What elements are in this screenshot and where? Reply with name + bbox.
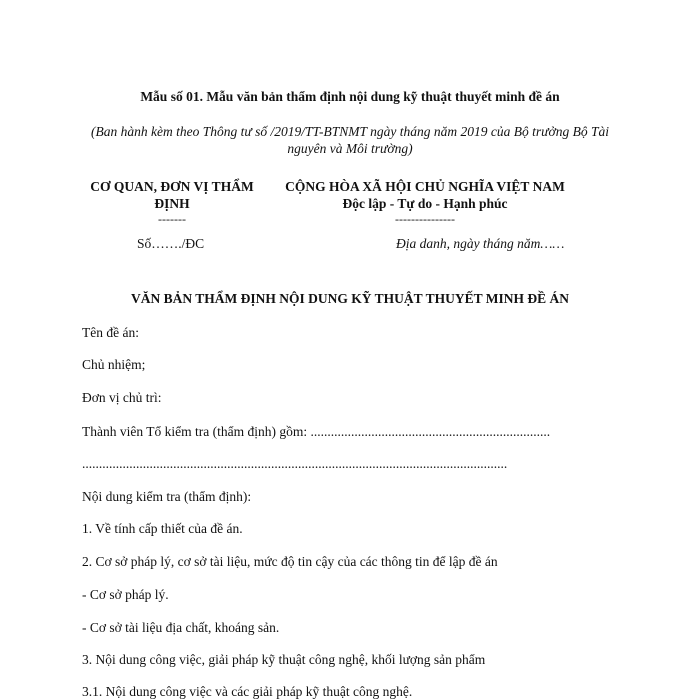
document-number: Số……./ĐC xyxy=(137,236,205,251)
body-line: Nội dung kiểm tra (thẩm định): xyxy=(82,489,252,504)
body-line: 3.1. Nội dung công việc và các giải pháp kỹ thuật công nghệ. xyxy=(82,684,413,699)
agency-separator: ------- xyxy=(158,212,186,226)
motto-separator: --------------- xyxy=(395,212,455,226)
body-line: - Cơ sở pháp lý. xyxy=(82,587,169,602)
body-line: - Cơ sở tài liệu địa chất, khoáng sản. xyxy=(82,620,280,635)
motto: Độc lập - Tự do - Hạnh phúc xyxy=(342,196,508,211)
body-line: Tên đề án: xyxy=(82,325,139,340)
body-line: 1. Về tính cấp thiết của đề án. xyxy=(82,521,243,536)
nation-header xyxy=(270,178,580,212)
nation-name: CỘNG HÒA XÃ HỘI CHỦ NGHĨA VIỆT NAM xyxy=(285,179,565,194)
body-line: 2. Cơ sở pháp lý, cơ sở tài liệu, mức độ tin cậy của các thông tin để lập đề án xyxy=(82,554,498,569)
place-date: Địa danh, ngày tháng năm…… xyxy=(396,236,565,251)
body-line: 3. Nội dung công việc, giải pháp kỹ thuật công nghệ, khối lượng sản phẩm xyxy=(82,652,486,667)
issued-by-note: (Ban hành kèm theo Thông tư số /2019/TT-BTNMT ngày tháng năm 2019 của Bộ trưởng Bộ Tài nguyên và Môi trường) xyxy=(91,124,609,156)
agency-name: CƠ QUAN, ĐƠN VỊ THẨM ĐỊNH xyxy=(90,179,254,211)
body-line: Thành viên Tổ kiểm tra (thẩm định) gồm: ....................................................................... xyxy=(82,424,551,439)
form-title: Mẫu số 01. Mẫu văn bản thẩm định nội dung kỹ thuật thuyết minh đề án xyxy=(140,89,560,104)
body-line: Chủ nhiệm; xyxy=(82,357,146,372)
document-title: VĂN BẢN THẨM ĐỊNH NỘI DUNG KỸ THUẬT THUYẾT MINH ĐỀ ÁN xyxy=(131,291,569,306)
body-line: Đơn vị chủ trì: xyxy=(82,390,162,405)
body-line: .............................................................................................................................. xyxy=(82,456,508,471)
